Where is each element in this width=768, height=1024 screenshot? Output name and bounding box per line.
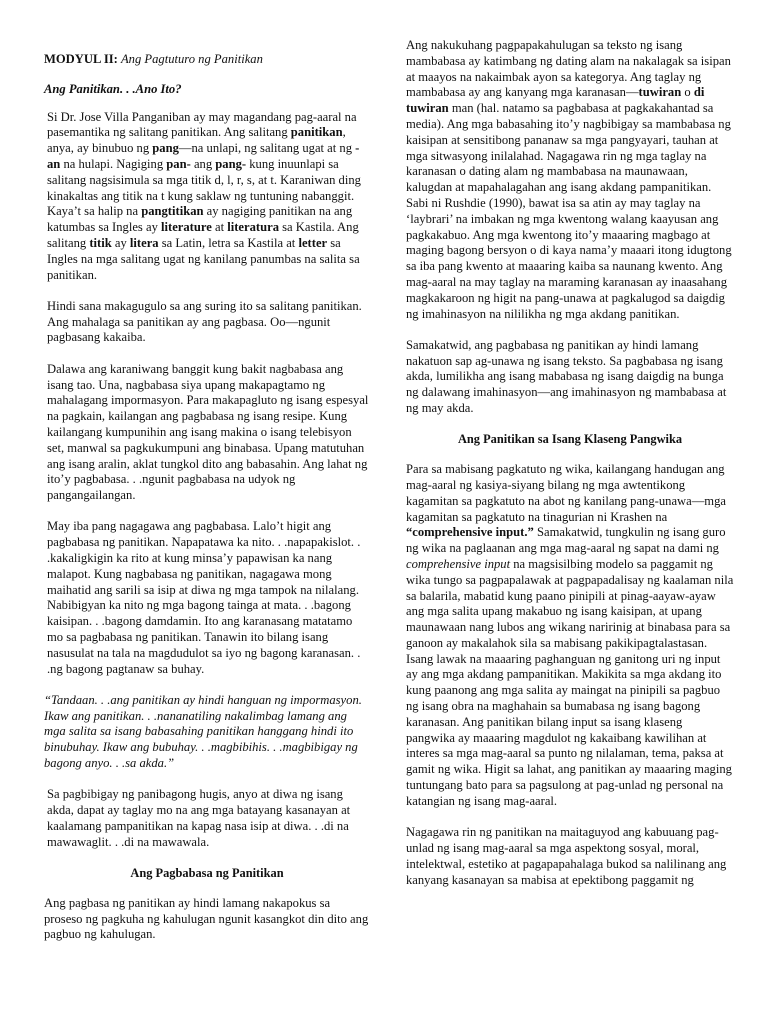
- heading-klaseng-pangwika: Ang Panitikan sa Isang Klaseng Pangwika: [457, 432, 683, 447]
- section-subtitle: [44, 82, 370, 98]
- module-title-italic: Ang Pagtuturo ng Panitikan: [120, 52, 263, 66]
- right-column: [406, 38, 734, 904]
- paragraph-pagbasa: Hindi sana makagugulo sa ang suring ito sa salitang panitikan. Ang mahalaga sa panitikan ay ang pagbasa. Oo—ngunit pagbasang kakaiba.: [47, 298, 362, 345]
- heading-pagbabasa-ng-panitikan: Ang Pagbabasa ng Panitikan: [130, 866, 284, 881]
- paragraph-samakatwid: Samakatwid, ang pagbabasa ng panitikan ay hindi lamang nakatuon sap ag-unawa ng isang teksto. Sa pagbabasa ng isang akda, lumilikha ang isang mababasa ng isang daigdig na bunga ng dalawang imahinasyon—ang imahinasyon ng mambabasa at ng may akda.: [406, 337, 727, 416]
- paragraph-pagpapakahulugan: Ang nakukuhang pagpapakahulugan sa teksto ng isang mambabasa ay katimbang ng dating alam na nakalagak sa isipan at maayos na nakaimbak ayon sa kategorya. Ang taglay ng mambabasa ay ang kanyang mga karanasan—tuwiran o di tuwiran man (hal. natamo sa pagbabasa at pagkakahantad sa media). Ang mga babasahing ito’y nagbibigay sa mambabasa ng kaisipan at sensitibong pananaw sa mga pangyayari, tauhan at mga sitwasyong inilalahad. Nagagawa rin ng mga taglay na karanasan o dating alam ng mambabasa na maunawaan, kalugdan at mapahalagahan ang isang akdang pampanitikan. Sabi ni Rushdie (1990), bawat isa sa atin ay may taglay na ‘laybrari’ na imbakan ng mga kwentong walang kaayusan ang pagkakabuo. Ang mga kwentong ito’y maaaring magbago at maging bagong bersyon o di kaya nama’y maaari itong idugtong sa iba pang kwento at maaaring kaiba sa naunang kwento. Ang mag-aaral na may taglay na maraming karanasan ay inaasahang magkakaroon ng higit na pang-unawa at pagkalugod sa daigdig ng imahinasyon na nililikha ng mga akdang panitikan.: [406, 38, 732, 321]
- paragraph-iba-pang-nagagawa: May iba pang nagagawa ang pagbabasa. Lalo’t higit ang pagbabasa ng panitikan. Napapatawa ka nito. . .napapakislot. . .kakaligkigin ka rito at kung minsa’y papawisan ka nang malapot. Kung nagbabasa ng panitikan, nagagawa mong maihatid ang sarili sa isip at diwa ng mga tampok na nilalang. Nabibigyan ka nito ng mga bagong tainga at mata. . .bagong kaisipan. . .bagong damdamin. Ito ang karanasang matatamo mo sa pagbabasa ng panitikan. Tanawin ito bilang isang nasusulat na tala na magdudulot sa iyo ng bagong karanasan. . .ng bagong pagtanaw sa buhay.: [47, 519, 361, 676]
- module-title-prefix: MODYUL II:: [44, 52, 118, 66]
- paragraph-panitikan-definition: Si Dr. Jose Villa Panganiban ay may magandang pag-aaral na pasemantika ng salitang panitikan. Ang salitang panitikan, anya, ay binubuo ng pang—na unlapi, ng salitang ugat at ng -an na hulapi. Nagiging pan- ang pang- kung inuunlapi sa salitang nagsisimula sa mga titik d, l, r, s, at t. Karaniwan ding kinakaltas ang titik na t kung saklaw ng tuntuning nabanggit. Kaya’t sa halip na pangtitikan ay nagiging panitikan na ang katumbas sa Ingles ay literature at literatura sa Kastila. Ang salitang titik ay litera sa Latin, letra sa Kastila at letter sa Ingles na mga salitang ugat ng kanilang panumbas na salita sa panitikan.: [47, 109, 361, 282]
- paragraph-pagbasa-ng-panitikan: Ang pagbasa ng panitikan ay hindi lamang nakapokus sa proseso ng pagkuha ng kahulugan ngunit kasangkot din dito ang pagbuo ng kahulugan.: [44, 895, 369, 942]
- paragraph-panibagong-hugis: Sa pagbibigay ng panibagong hugis, anyo at diwa ng isang akda, dapat ay taglay mo na ang mga batayang kasanayan at kaalamang pampanitikan na kapag nasa isip at diwa. . .di na mawawaglit. . .di na mawawala.: [47, 787, 351, 849]
- section-subtitle-text: Ang Panitikan. . .Ano Ito?: [44, 81, 182, 96]
- paragraph-mabisang-pagkatuto: Para sa mabisang pagkatuto ng wika, kailangang handugan ang mag-aaral ng kasiya-siyang bilang ng mga awtentikong kagamitan sa pagkatuto na abot ng kanilang pang-unawa—mga kagamitan sa pagkatuto na tinagurian ni Krashen na “comprehensive input.” Samakatwid, tungkulin ng isang guro ng wika na paglaanan ang mga mag-aaral ng sapat na dami ng comprehensive input na magsisilbing modelo sa paggamit ng wika tungo sa pagpapalawak at pagpapadalisay ng kaalaman nila sa balarila, mabatid kung paano pinipili at pinag-aayaw-ayaw ang mga salita upang makabuo ng isang kaisipan, at upang maunawaan nang lubos ang wikang naririnig at binabasa para sa ganoon ay makalahok sila sa mabisang pakikipagtalastasan. Isang lawak na maaaring paghanguan ng ganitong uri ng input ay ang mga akdang pampanitikan. Makikita sa mga akdang ito kung paanong ang mga salita ay maingat na pinipili sa pagbuo ng isang obra na maghahain sa bumabasa ng isang bagong karanasan. Ang panitikan bilang input sa isang klaseng pangwika ay maaaring magdulot ng kakaibang kawilihan at interes sa mga mag-aaral sa punto ng nilalaman, tema, paksa at gamit ng wika. Higit sa lahat, ang panitikan ay maaaring maging tuntungang bato para sa pagsulong at pag-unlad ng personal na katangian ng isang mag-aaral.: [406, 462, 734, 808]
- quote-tandaan: “Tandaan. . .ang panitikan ay hindi hanguan ng impormasyon. Ikaw ang panitikan. . .nananatiling nakalimbag lamang ang mga salita sa isang babasahing panitikan hanggang hindi ito binubuhay. Ikaw ang bubuhay. . .magbibihis. . .magbibigay ng bagong anyo. . .sa akda.”: [44, 692, 362, 771]
- paragraph-dalawang-banggit: Dalawa ang karaniwang banggit kung bakit nagbabasa ang isang tao. Una, nagbabasa siya upang makapagtamo ng mahalagang impormasyon. Para makapagluto ng isang espesyal na pagkain, kailangan ang pagbabasa ng isang resipe. Kung kailangang kumpunihin ang isang makina o isang telebisyon set, manwal sa pagkukumpuni ang binabasa. Upang matutuhan ang isang aralin, aklat tungkol dito ang babasahin. Ang lahat ng ito’y pagbabasa. . .ngunit pagbabasa na udyok ng pangangailangan.: [47, 361, 369, 503]
- paragraph-kabuuang-pag-unlad: Nagagawa rin ng panitikan na maitaguyod ang kabuuang pag-unlad ng isang mag-aaral sa mga aspektong sosyal, moral, intelektwal, estetiko at pagapapahalaga bukod sa nalilinang ang kanyang kasanayan sa mabisa at epektibong paggamit ng: [406, 825, 727, 887]
- module-title: [44, 52, 370, 68]
- left-column: [44, 38, 370, 959]
